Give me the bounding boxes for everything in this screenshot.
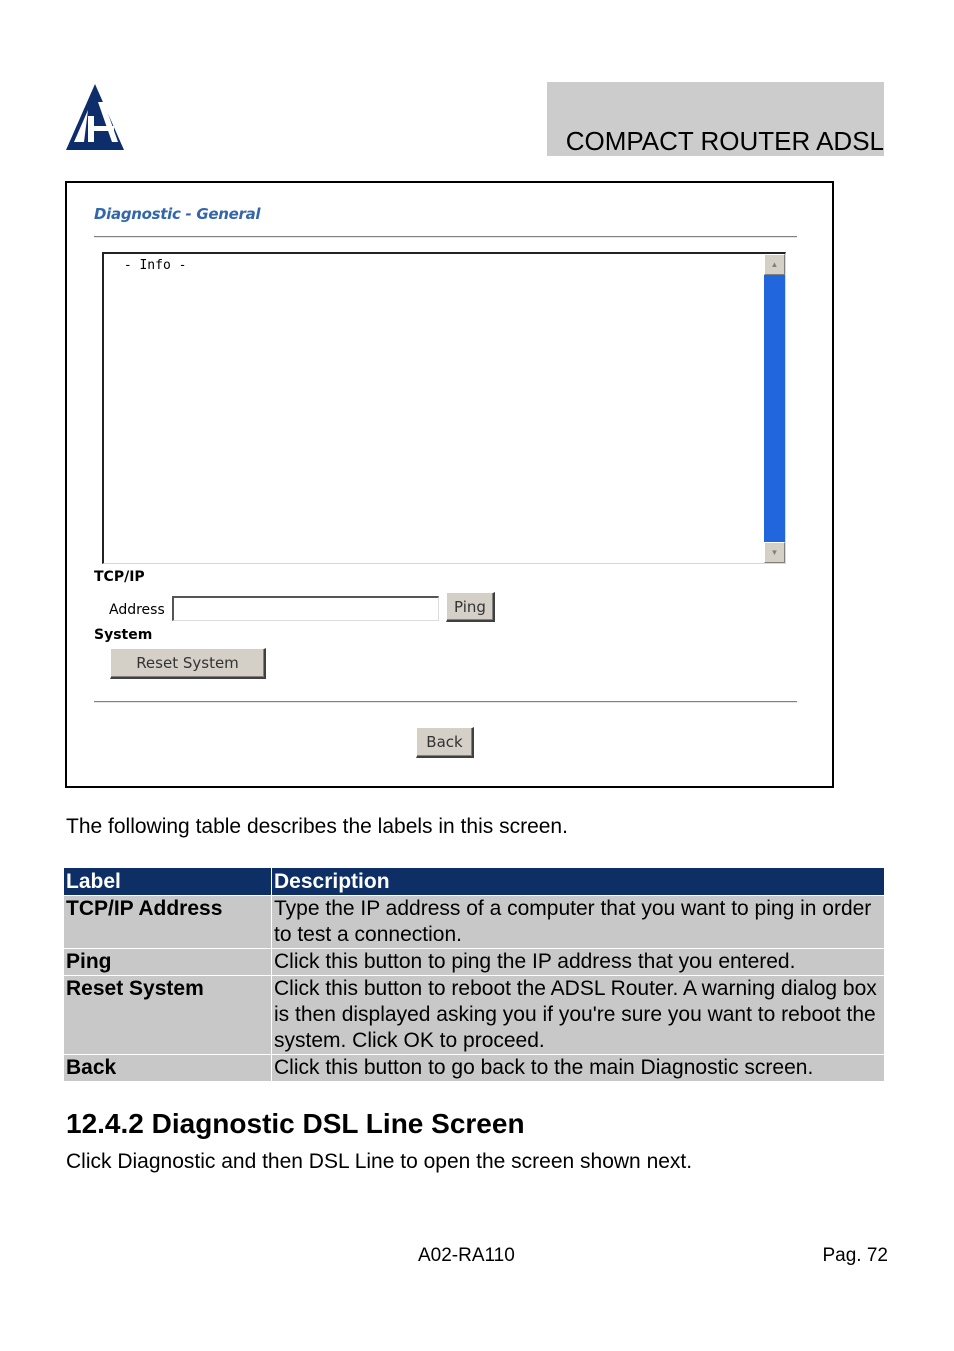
table-caption: The following table describes the labels in this screen.: [66, 815, 568, 838]
row-description: Type the IP address of a computer that you want to ping in order to test a connection.: [272, 896, 885, 949]
row-label: Ping: [64, 949, 272, 976]
divider: [94, 236, 797, 238]
header-banner: [547, 82, 884, 156]
page-number: Pag. 72: [822, 1245, 888, 1266]
footer-code: A02-RA110: [418, 1245, 515, 1266]
info-textarea[interactable]: [102, 252, 786, 564]
back-button[interactable]: Back: [416, 727, 474, 758]
atlantis-logo: [64, 82, 126, 152]
column-header-label: Label: [64, 868, 272, 896]
scroll-up-icon[interactable]: ▲: [764, 254, 785, 275]
ping-button[interactable]: Ping: [446, 592, 495, 622]
table-row: [64, 1055, 885, 1082]
row-description: Click this button to ping the IP address that you entered.: [272, 949, 885, 976]
address-label: Address: [109, 602, 165, 618]
section-text: Click Diagnostic and then DSL Line to open the screen shown next.: [66, 1150, 693, 1173]
scrollbar[interactable]: [764, 254, 785, 563]
system-label: System: [94, 627, 153, 643]
info-text: - Info -: [116, 258, 187, 273]
row-label: Back: [64, 1055, 272, 1082]
row-description: Click this button to go back to the main Diagnostic screen.: [272, 1055, 885, 1082]
reset-system-button[interactable]: Reset System: [110, 648, 266, 679]
divider: [94, 701, 797, 703]
scroll-down-icon[interactable]: ▼: [764, 542, 785, 563]
row-description: Click this button to reboot the ADSL Router. A warning dialog box is then displayed asking you if you're sure you want to reboot the system. Click OK to proceed.: [272, 976, 885, 1055]
labels-table: [63, 867, 885, 1082]
address-input[interactable]: [172, 596, 439, 621]
row-label: TCP/IP Address: [64, 896, 272, 949]
column-header-description: Description: [272, 868, 885, 896]
table-header-row: [64, 868, 885, 896]
tcpip-label: TCP/IP: [94, 569, 145, 585]
section-heading: 12.4.2 Diagnostic DSL Line Screen: [66, 1108, 525, 1139]
row-label: Reset System: [64, 976, 272, 1055]
document-title: COMPACT ROUTER ADSL: [565, 126, 884, 156]
screen-title: Diagnostic - General: [94, 205, 261, 223]
diagnostic-general-screen: [65, 181, 834, 788]
table-row: [64, 949, 885, 976]
table-row: [64, 896, 885, 949]
table-row: [64, 976, 885, 1055]
